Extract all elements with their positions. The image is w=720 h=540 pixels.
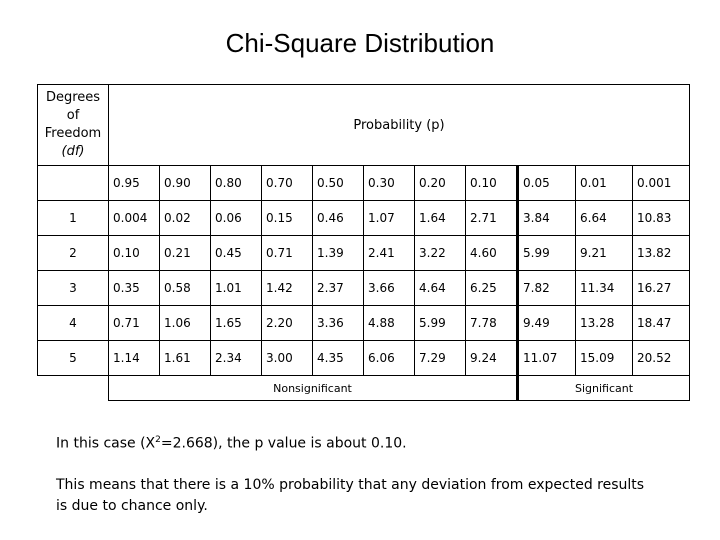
- value-cell: 3.00: [262, 341, 313, 376]
- value-cell: 2.41: [364, 236, 415, 271]
- value-cell: 5.99: [518, 236, 576, 271]
- value-cell: 1.61: [160, 341, 211, 376]
- value-cell: 9.21: [576, 236, 633, 271]
- value-cell: 2.71: [466, 201, 518, 236]
- value-cell: 16.27: [633, 271, 690, 306]
- value-cell: 3.22: [415, 236, 466, 271]
- value-cell: 1.14: [109, 341, 160, 376]
- value-cell: 11.34: [576, 271, 633, 306]
- page-title: Chi-Square Distribution: [225, 28, 495, 58]
- value-cell: 7.78: [466, 306, 518, 341]
- probability-cell: 0.95: [109, 166, 160, 201]
- value-cell: 1.42: [262, 271, 313, 306]
- significant-label: Significant: [518, 376, 690, 401]
- value-cell: 0.06: [211, 201, 262, 236]
- value-cell: 9.24: [466, 341, 518, 376]
- value-cell: 18.47: [633, 306, 690, 341]
- value-cell: 10.83: [633, 201, 690, 236]
- probability-cell: 0.70: [262, 166, 313, 201]
- table-row: [38, 341, 690, 376]
- probability-row: [38, 166, 690, 201]
- significance-row: [38, 376, 690, 401]
- table-row: [38, 271, 690, 306]
- value-cell: 4.60: [466, 236, 518, 271]
- df-header: [38, 85, 109, 166]
- df-cell: 5: [38, 341, 109, 376]
- value-cell: 5.99: [415, 306, 466, 341]
- df-header-line: of: [66, 108, 80, 123]
- probability-cell: 0.20: [415, 166, 466, 201]
- nonsignificant-label: Nonsignificant: [109, 376, 518, 401]
- probability-header: Probability (p): [109, 85, 690, 166]
- value-cell: 3.36: [313, 306, 364, 341]
- note-text: =2.668), the p value is about 0.10.: [160, 435, 407, 452]
- probability-cell: 0.80: [211, 166, 262, 201]
- value-cell: 0.004: [109, 201, 160, 236]
- value-cell: 6.25: [466, 271, 518, 306]
- value-cell: 2.34: [211, 341, 262, 376]
- value-cell: 1.01: [211, 271, 262, 306]
- df-header-line: Freedom: [44, 126, 102, 141]
- value-cell: 4.64: [415, 271, 466, 306]
- value-cell: 3.84: [518, 201, 576, 236]
- value-cell: 1.65: [211, 306, 262, 341]
- table-row: [38, 201, 690, 236]
- table-row: [38, 306, 690, 341]
- value-cell: 0.46: [313, 201, 364, 236]
- df-cell: 3: [38, 271, 109, 306]
- probability-cell: 0.90: [160, 166, 211, 201]
- value-cell: 1.39: [313, 236, 364, 271]
- value-cell: 15.09: [576, 341, 633, 376]
- value-cell: 4.35: [313, 341, 364, 376]
- value-cell: 1.07: [364, 201, 415, 236]
- value-cell: 13.82: [633, 236, 690, 271]
- df-cell: 4: [38, 306, 109, 341]
- chi-square-table: [37, 84, 690, 401]
- probability-cell: 0.50: [313, 166, 364, 201]
- conclusion-paragraph: This means that there is a 10% probability that any deviation from expected results is due to chance only.: [56, 477, 645, 514]
- probability-cell: 0.05: [518, 166, 576, 201]
- df-header-line: Degrees: [45, 90, 101, 105]
- df-empty-cell: [38, 166, 109, 201]
- footer-spacer: [38, 376, 109, 401]
- value-cell: 3.66: [364, 271, 415, 306]
- interpretation-line: [56, 430, 407, 455]
- value-cell: 0.15: [262, 201, 313, 236]
- value-cell: 1.06: [160, 306, 211, 341]
- probability-cell: 0.30: [364, 166, 415, 201]
- value-cell: 0.21: [160, 236, 211, 271]
- value-cell: 7.82: [518, 271, 576, 306]
- df-cell: 2: [38, 236, 109, 271]
- probability-cell: 0.10: [466, 166, 518, 201]
- probability-cell: 0.01: [576, 166, 633, 201]
- table-header-row: [38, 85, 690, 166]
- value-cell: 6.06: [364, 341, 415, 376]
- value-cell: 0.71: [262, 236, 313, 271]
- df-header-line: (df): [61, 144, 85, 159]
- probability-cell: 0.001: [633, 166, 690, 201]
- note-superscript: 2: [155, 435, 161, 445]
- value-cell: 4.88: [364, 306, 415, 341]
- value-cell: 20.52: [633, 341, 690, 376]
- value-cell: 11.07: [518, 341, 576, 376]
- note-text: In this case (X: [56, 435, 156, 452]
- value-cell: 2.20: [262, 306, 313, 341]
- value-cell: 2.37: [313, 271, 364, 306]
- value-cell: 0.45: [211, 236, 262, 271]
- value-cell: 9.49: [518, 306, 576, 341]
- value-cell: 0.58: [160, 271, 211, 306]
- value-cell: 0.10: [109, 236, 160, 271]
- df-cell: 1: [38, 201, 109, 236]
- value-cell: 1.64: [415, 201, 466, 236]
- value-cell: 7.29: [415, 341, 466, 376]
- table-row: [38, 236, 690, 271]
- value-cell: 0.35: [109, 271, 160, 306]
- value-cell: 0.71: [109, 306, 160, 341]
- value-cell: 13.28: [576, 306, 633, 341]
- value-cell: 6.64: [576, 201, 633, 236]
- value-cell: 0.02: [160, 201, 211, 236]
